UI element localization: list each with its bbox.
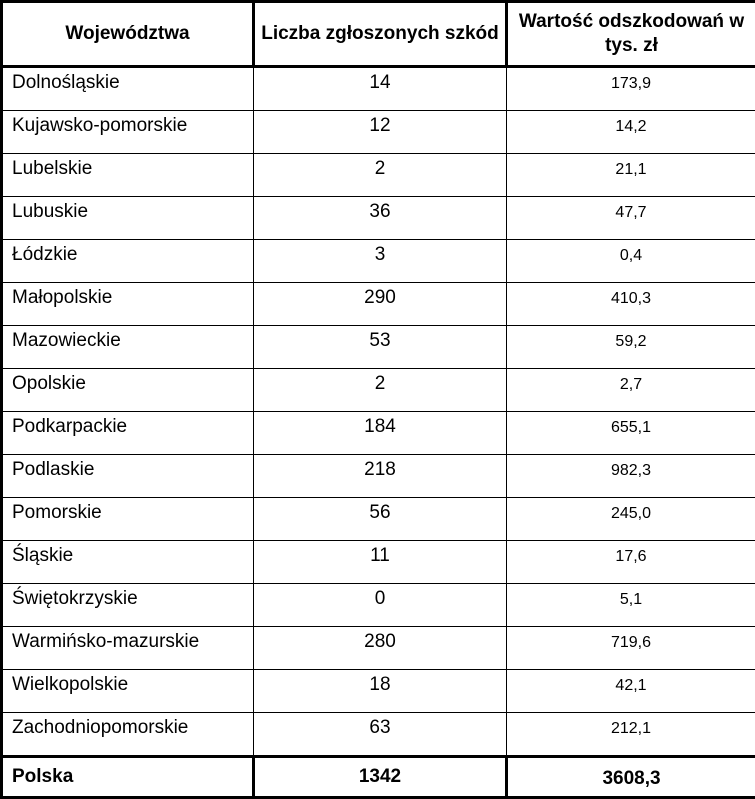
region-cell: Świętokrzyskie (2, 584, 254, 627)
value-cell: 173,9 (507, 67, 755, 111)
region-cell: Łódzkie (2, 240, 254, 283)
table-row (2, 111, 755, 154)
value-cell: 5,1 (507, 584, 755, 627)
claims-cell: 3 (254, 240, 507, 283)
value-cell: 410,3 (507, 283, 755, 326)
claims-cell: 2 (254, 154, 507, 197)
table-row (2, 498, 755, 541)
table-row (2, 369, 755, 412)
claims-cell: 53 (254, 326, 507, 369)
claims-cell: 290 (254, 283, 507, 326)
region-cell: Dolnośląskie (2, 67, 254, 111)
claims-cell: 0 (254, 584, 507, 627)
value-cell: 59,2 (507, 326, 755, 369)
total-claims-cell: 1342 (254, 757, 507, 798)
claims-cell: 18 (254, 670, 507, 713)
column-header-claims: Liczba zgłoszonych szkód (254, 2, 507, 67)
table-row (2, 541, 755, 584)
claims-cell: 184 (254, 412, 507, 455)
value-cell: 719,6 (507, 627, 755, 670)
header-row (2, 2, 755, 67)
column-header-value: Wartość odszkodowań w tys. zł (507, 2, 755, 67)
claims-cell: 14 (254, 67, 507, 111)
value-cell: 21,1 (507, 154, 755, 197)
region-cell: Podlaskie (2, 455, 254, 498)
total-region-cell: Polska (2, 757, 254, 798)
region-cell: Śląskie (2, 541, 254, 584)
table-row (2, 67, 755, 111)
value-cell: 982,3 (507, 455, 755, 498)
region-cell: Lubuskie (2, 197, 254, 240)
value-cell: 14,2 (507, 111, 755, 154)
region-cell: Podkarpackie (2, 412, 254, 455)
value-cell: 17,6 (507, 541, 755, 584)
claims-cell: 56 (254, 498, 507, 541)
claims-cell: 11 (254, 541, 507, 584)
claims-cell: 63 (254, 713, 507, 757)
value-cell: 212,1 (507, 713, 755, 757)
value-cell: 42,1 (507, 670, 755, 713)
total-value-cell: 3608,3 (507, 757, 755, 798)
claims-cell: 2 (254, 369, 507, 412)
value-cell: 245,0 (507, 498, 755, 541)
region-cell: Lubelskie (2, 154, 254, 197)
region-cell: Warmińsko-mazurskie (2, 627, 254, 670)
region-cell: Wielkopolskie (2, 670, 254, 713)
table-row (2, 412, 755, 455)
region-cell: Mazowieckie (2, 326, 254, 369)
table-row (2, 283, 755, 326)
value-cell: 655,1 (507, 412, 755, 455)
region-cell: Małopolskie (2, 283, 254, 326)
region-cell: Opolskie (2, 369, 254, 412)
table-row (2, 713, 755, 757)
table-row (2, 584, 755, 627)
claims-cell: 218 (254, 455, 507, 498)
value-cell: 2,7 (507, 369, 755, 412)
value-cell: 0,4 (507, 240, 755, 283)
value-cell: 47,7 (507, 197, 755, 240)
column-header-region: Województwa (2, 2, 254, 67)
table-row (2, 197, 755, 240)
table-row (2, 240, 755, 283)
region-cell: Kujawsko-pomorskie (2, 111, 254, 154)
table-row (2, 627, 755, 670)
table-row (2, 455, 755, 498)
region-cell: Pomorskie (2, 498, 254, 541)
table-row (2, 670, 755, 713)
table-row (2, 326, 755, 369)
claims-cell: 280 (254, 627, 507, 670)
total-row (2, 757, 755, 798)
claims-cell: 12 (254, 111, 507, 154)
region-cell: Zachodniopomorskie (2, 713, 254, 757)
claims-cell: 36 (254, 197, 507, 240)
table-row (2, 154, 755, 197)
